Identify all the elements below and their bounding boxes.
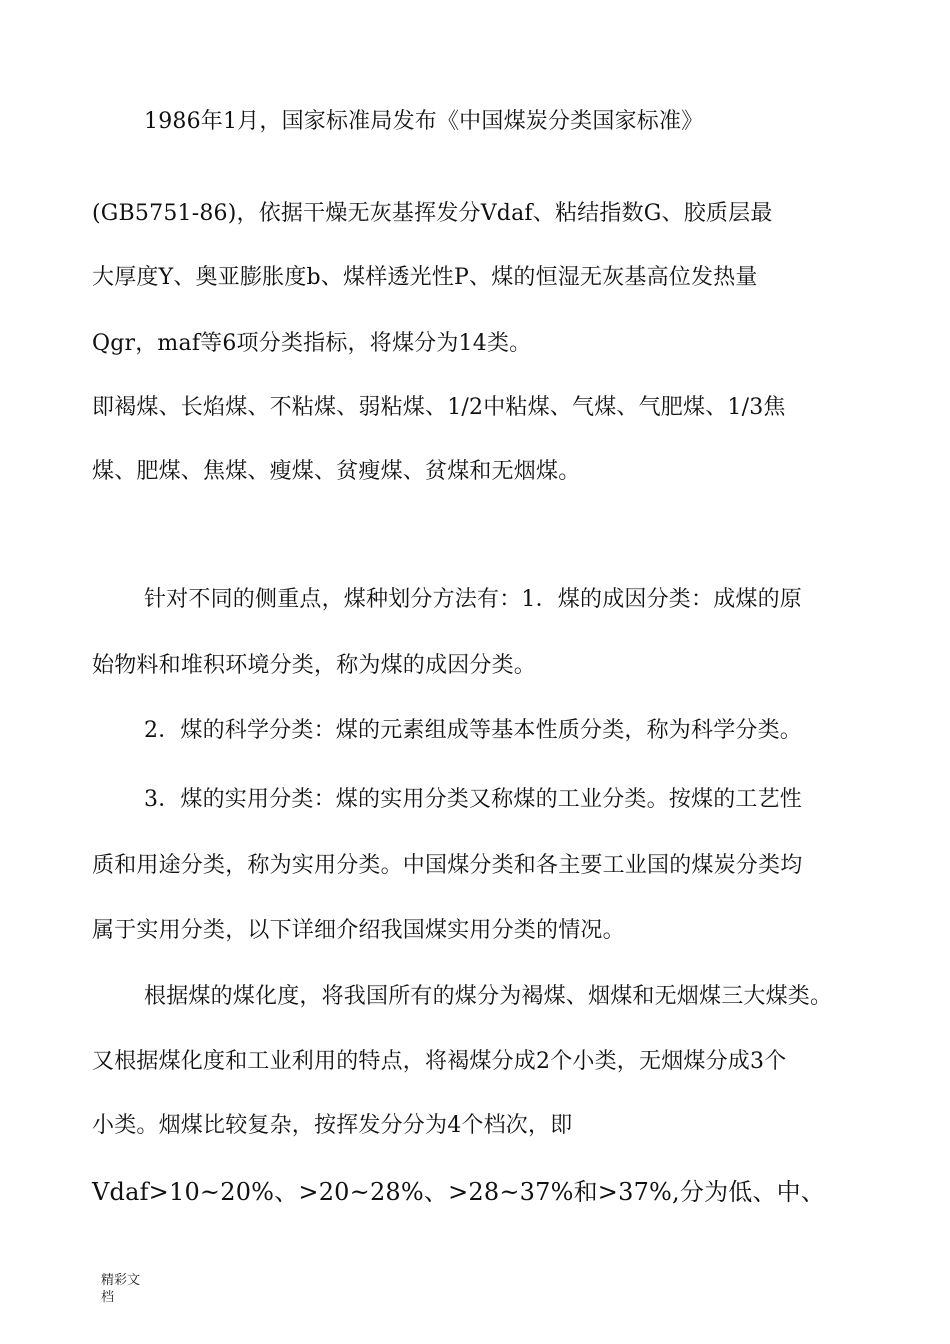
paragraph-line-4: Qgr，maf等6项分类指标，将煤分为14类。 [92, 331, 532, 356]
paragraph-line-3: 大厚度Y、奥亚膨胀度b、煤样透光性P、煤的恒湿无灰基高位发热量 [92, 265, 758, 290]
paragraph-line-11: 质和用途分类，称为实用分类。中国煤分类和各主要工业国的煤炭分类均 [92, 853, 803, 878]
paragraph-line-9: 2．煤的科学分类：煤的元素组成等基本性质分类，称为科学分类。 [144, 718, 802, 743]
paragraph-line-7: 针对不同的侧重点，煤种划分方法有：1．煤的成因分类：成煤的原 [144, 587, 802, 612]
paragraph-line-16: Vdaf>10~20%、>20~28%、>28~37%和>37%,分为低、中、 [92, 1178, 826, 1206]
paragraph-line-6: 煤、肥煤、焦煤、瘦煤、贫瘦煤、贫煤和无烟煤。 [92, 459, 581, 484]
paragraph-line-15: 小类。烟煤比较复杂，按挥发分分为4个档次，即 [92, 1113, 573, 1138]
page-footer: 精彩文档 [101, 1273, 141, 1305]
paragraph-line-5: 即褐煤、长焰煤、不粘煤、弱粘煤、1/2中粘煤、气煤、气肥煤、1/3焦 [92, 395, 786, 420]
paragraph-line-8: 始物料和堆积环境分类，称为煤的成因分类。 [92, 653, 537, 678]
paragraph-line-13: 根据煤的煤化度，将我国所有的煤分为褐煤、烟煤和无烟煤三大煤类。 [144, 984, 833, 1009]
paragraph-line-10: 3．煤的实用分类：煤的实用分类又称煤的工业分类。按煤的工艺性 [144, 787, 802, 812]
paragraph-line-2: (GB5751-86)，依据干燥无灰基挥发分Vdaf、粘结指数G、胶质层最 [92, 201, 773, 226]
paragraph-line-12: 属于实用分类，以下详细介绍我国煤实用分类的情况。 [92, 918, 625, 943]
paragraph-line-1: 1986年1月，国家标准局发布《中国煤炭分类国家标准》 [144, 109, 704, 134]
paragraph-line-14: 又根据煤化度和工业利用的特点，将褐煤分成2个小类，无烟煤分成3个 [92, 1049, 787, 1074]
